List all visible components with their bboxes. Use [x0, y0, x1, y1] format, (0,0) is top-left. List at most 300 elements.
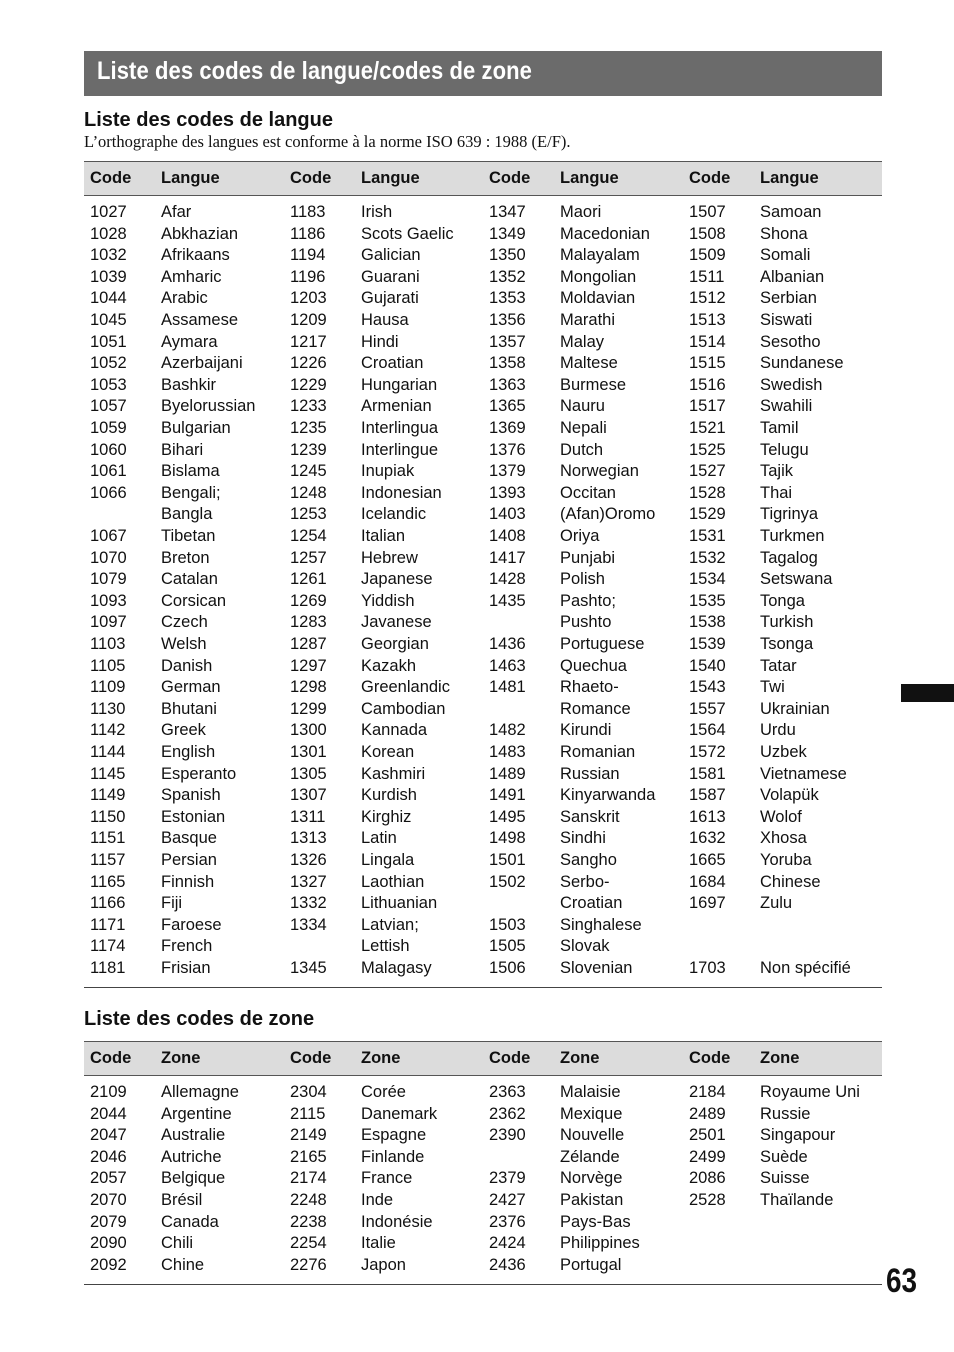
code-cell: 1435: [489, 591, 526, 610]
name-cell: Sangho: [560, 851, 617, 869]
name-cell: Bislama: [161, 462, 220, 481]
code-cell: 1066: [90, 483, 127, 502]
code-cell: 1283: [290, 613, 327, 632]
code-cell: 1489: [489, 764, 526, 783]
name-cell: Mexique: [560, 1104, 623, 1123]
code-cell: 1045: [90, 311, 127, 329]
name-cell: Xhosa: [760, 829, 807, 848]
name-cell: Serbo-: [560, 872, 610, 891]
code-cell: 1299: [290, 699, 327, 718]
name-cell: Tajik: [760, 462, 794, 481]
name-cell: Ukrainian: [760, 699, 830, 718]
code-cell: 1503: [489, 915, 526, 934]
table-header: [84, 161, 882, 196]
name-cell: Aymara: [161, 332, 218, 351]
code-cell: 1684: [689, 872, 726, 891]
name-cell: Kazakh: [361, 656, 417, 675]
name-cell: Pushto: [560, 613, 612, 632]
header-code: Code: [290, 1049, 332, 1067]
code-cell: 1632: [689, 829, 726, 848]
name-cell: Greek: [161, 721, 206, 740]
code-cell: 1539: [689, 635, 726, 653]
code-cell: 2363: [489, 1083, 526, 1101]
code-cell: 1532: [689, 548, 726, 567]
name-cell: Estonian: [161, 807, 226, 826]
name-cell: Indonésie: [361, 1212, 433, 1231]
name-cell: Australie: [161, 1126, 226, 1145]
code-cell: 1697: [689, 894, 726, 913]
name-cell: Tsonga: [760, 635, 814, 653]
name-cell: Vietnamese: [760, 764, 847, 783]
name-cell: Royaume Uni: [760, 1083, 860, 1101]
code-cell: 2092: [90, 1255, 127, 1274]
code-cell: 1229: [290, 375, 327, 394]
name-cell: Punjabi: [560, 548, 616, 567]
header-language: Langue: [361, 169, 420, 187]
name-cell: Latvian;: [361, 915, 419, 934]
name-cell: Esperanto: [161, 764, 237, 783]
name-cell: Finnish: [161, 872, 215, 891]
name-cell: Yoruba: [760, 851, 812, 869]
code-cell: 1543: [689, 678, 726, 697]
code-cell: 1183: [290, 203, 326, 221]
name-cell: Twi: [760, 678, 785, 697]
name-cell: Faroese: [161, 915, 222, 934]
name-cell: Italian: [361, 527, 406, 545]
header-code: Code: [689, 1049, 731, 1067]
name-cell: Irish: [361, 203, 393, 221]
code-cell: 1511: [689, 267, 725, 286]
code-cell: 1171: [90, 915, 126, 934]
code-cell: 1436: [489, 635, 526, 653]
code-cell: 2424: [489, 1234, 526, 1253]
code-cell: 1269: [290, 591, 327, 610]
name-cell: Gujarati: [361, 289, 419, 308]
name-cell: Swahili: [760, 397, 813, 416]
code-cell: 1257: [290, 548, 327, 567]
code-cell: 1509: [689, 246, 726, 265]
code-cell: 1027: [90, 203, 127, 221]
code-cell: 1514: [689, 332, 726, 351]
code-cell: 2304: [290, 1083, 327, 1101]
name-cell: Serbian: [760, 289, 817, 308]
name-cell: Non spécifié: [760, 959, 851, 977]
code-cell: 1393: [489, 483, 526, 502]
name-cell: Japon: [361, 1255, 406, 1274]
header-zone: Zone: [361, 1049, 401, 1067]
name-cell: Afar: [161, 203, 192, 221]
code-cell: 1109: [90, 678, 126, 697]
code-cell: 2379: [489, 1169, 526, 1188]
code-cell: 1217: [290, 332, 327, 351]
name-cell: Polish: [560, 570, 605, 589]
code-cell: 1311: [290, 807, 326, 826]
code-cell: 1039: [90, 267, 127, 286]
header-code: Code: [90, 1049, 132, 1067]
code-cell: 2390: [489, 1126, 526, 1145]
header-language: Langue: [161, 169, 220, 187]
code-cell: 2165: [290, 1147, 327, 1166]
code-cell: 1067: [90, 527, 127, 545]
code-cell: 1145: [90, 764, 126, 783]
name-cell: Wolof: [760, 807, 802, 826]
name-cell: Kurdish: [361, 786, 417, 805]
name-cell: Scots Gaelic: [361, 224, 454, 243]
code-cell: 1508: [689, 224, 726, 243]
name-cell: Thaïlande: [760, 1191, 834, 1209]
name-cell: Chinese: [760, 872, 821, 891]
name-cell: Armenian: [361, 397, 432, 416]
code-cell: 2528: [689, 1191, 726, 1209]
code-cell: 1142: [90, 721, 126, 740]
code-cell: 1253: [290, 505, 327, 524]
name-cell: Kirundi: [560, 721, 612, 740]
name-cell: Bhutani: [161, 699, 217, 718]
header-zone: Zone: [560, 1049, 600, 1067]
code-cell: 2489: [689, 1104, 726, 1123]
name-cell: Byelorussian: [161, 397, 256, 416]
code-cell: 1347: [489, 203, 526, 221]
name-cell: Norvège: [560, 1169, 623, 1188]
code-cell: 1527: [689, 462, 726, 481]
name-cell: Siswati: [760, 311, 813, 329]
name-cell: Arabic: [161, 289, 208, 308]
code-cell: 2248: [290, 1191, 327, 1209]
code-cell: 1165: [90, 872, 126, 891]
code-cell: 2376: [489, 1212, 526, 1231]
name-cell: Shona: [760, 224, 808, 243]
header-zone: Zone: [161, 1049, 201, 1067]
name-cell: Allemagne: [161, 1083, 239, 1101]
name-cell: Portuguese: [560, 635, 645, 653]
name-cell: Sanskrit: [560, 807, 620, 826]
name-cell: Kannada: [361, 721, 428, 740]
name-cell: Lettish: [361, 937, 410, 956]
code-cell: 2086: [689, 1169, 726, 1188]
name-cell: Maltese: [560, 354, 618, 373]
name-cell: Welsh: [161, 635, 207, 653]
code-cell: 1044: [90, 289, 127, 308]
code-cell: 1540: [689, 656, 726, 675]
name-cell: Croatian: [361, 354, 424, 373]
code-cell: 1093: [90, 591, 127, 610]
code-cell: 1334: [290, 915, 327, 934]
header-code: Code: [90, 169, 132, 187]
code-cell: 1151: [90, 829, 126, 848]
name-cell: Lingala: [361, 851, 415, 869]
code-cell: 1287: [290, 635, 327, 653]
header-language: Langue: [760, 169, 819, 187]
code-cell: 1376: [489, 440, 526, 459]
code-cell: 2254: [290, 1234, 327, 1253]
name-cell: Hebrew: [361, 548, 418, 567]
name-cell: Fiji: [161, 894, 183, 913]
page-number: 63: [886, 1262, 918, 1300]
name-cell: Tagalog: [760, 548, 818, 567]
header-code: Code: [489, 1049, 531, 1067]
name-cell: Slovak: [560, 937, 610, 956]
code-cell: 1358: [489, 354, 526, 373]
code-cell: 2362: [489, 1104, 526, 1123]
name-cell: Sundanese: [760, 354, 844, 373]
code-cell: 1149: [90, 786, 126, 805]
code-cell: 1564: [689, 721, 726, 740]
name-cell: Somali: [760, 246, 811, 265]
code-cell: 2046: [90, 1147, 127, 1166]
code-cell: 2499: [689, 1147, 726, 1166]
code-cell: 1353: [489, 289, 526, 308]
name-cell: Interlingue: [361, 440, 439, 459]
name-cell: Suisse: [760, 1169, 810, 1188]
code-cell: 1521: [689, 419, 726, 437]
code-cell: 1032: [90, 246, 127, 265]
name-cell: Singhalese: [560, 915, 642, 934]
name-cell: Hindi: [361, 332, 399, 351]
name-cell: German: [161, 678, 221, 697]
name-cell: Interlingua: [361, 419, 439, 437]
code-cell: 1538: [689, 613, 726, 632]
name-cell: Romance: [560, 699, 631, 718]
code-cell: 1506: [489, 959, 526, 977]
name-cell: Corée: [361, 1083, 406, 1101]
name-cell: Korean: [361, 743, 415, 761]
code-cell: 1369: [489, 419, 526, 437]
name-cell: Pashto;: [560, 591, 616, 610]
name-cell: Portugal: [560, 1255, 622, 1274]
name-cell: (Afan)Oromo: [560, 505, 656, 524]
name-cell: Inde: [361, 1191, 394, 1209]
code-cell: 2057: [90, 1169, 127, 1188]
code-cell: 1516: [689, 375, 726, 394]
name-cell: Chili: [161, 1234, 194, 1253]
code-cell: 1297: [290, 656, 327, 675]
name-cell: Russian: [560, 764, 620, 783]
code-cell: 1051: [90, 332, 127, 351]
name-cell: Dutch: [560, 440, 604, 459]
code-cell: 1301: [290, 743, 327, 761]
zone-codes-table: [84, 1041, 882, 1285]
name-cell: Kashmiri: [361, 764, 426, 783]
code-cell: 1245: [290, 462, 327, 481]
name-cell: Quechua: [560, 656, 627, 675]
name-cell: Russie: [760, 1104, 811, 1123]
name-cell: Persian: [161, 851, 217, 869]
name-cell: Afrikaans: [161, 246, 230, 265]
name-cell: Lithuanian: [361, 894, 438, 913]
name-cell: Danish: [161, 656, 213, 675]
code-cell: 1417: [489, 548, 526, 567]
name-cell: Corsican: [161, 591, 227, 610]
name-cell: Laothian: [361, 872, 425, 891]
code-cell: 1529: [689, 505, 726, 524]
code-cell: 1557: [689, 699, 726, 718]
code-cell: 1428: [489, 570, 526, 589]
table-header: [84, 1041, 882, 1076]
code-cell: 1307: [290, 786, 327, 805]
zone-section-heading: Liste des codes de zone: [84, 1008, 315, 1030]
name-cell: Kinyarwanda: [560, 786, 656, 805]
code-cell: 1356: [489, 311, 526, 329]
code-cell: 2276: [290, 1255, 327, 1274]
name-cell: Tigrinya: [760, 505, 819, 524]
code-cell: 2115: [290, 1104, 326, 1123]
code-cell: 1517: [689, 397, 726, 416]
code-cell: 1166: [90, 894, 126, 913]
code-cell: 1528: [689, 483, 726, 502]
header-code: Code: [290, 169, 332, 187]
name-cell: Bengali;: [161, 483, 221, 502]
name-cell: Danemark: [361, 1104, 438, 1123]
name-cell: Romanian: [560, 743, 636, 761]
code-cell: 1363: [489, 375, 526, 394]
code-cell: 1060: [90, 440, 127, 459]
name-cell: Tibetan: [161, 527, 216, 545]
code-cell: 1587: [689, 786, 726, 805]
code-cell: 1157: [90, 851, 126, 869]
name-cell: Georgian: [361, 635, 429, 653]
name-cell: Tonga: [760, 591, 805, 610]
name-cell: Maori: [560, 203, 602, 221]
code-cell: 1463: [489, 656, 526, 675]
name-cell: Bulgarian: [161, 419, 231, 437]
name-cell: Thai: [760, 483, 793, 502]
name-cell: Greenlandic: [361, 678, 450, 697]
name-cell: Bihari: [161, 440, 204, 459]
name-cell: Guarani: [361, 267, 420, 286]
code-cell: 2090: [90, 1234, 127, 1253]
code-cell: 1379: [489, 462, 526, 481]
code-cell: 1326: [290, 851, 327, 869]
code-cell: 1194: [290, 246, 326, 265]
name-cell: Chine: [161, 1255, 205, 1274]
code-cell: 1352: [489, 267, 526, 286]
code-cell: 1357: [489, 332, 526, 351]
name-cell: Japanese: [361, 570, 433, 589]
header-code: Code: [689, 169, 731, 187]
name-cell: English: [161, 743, 216, 761]
code-cell: 1403: [489, 505, 526, 524]
name-cell: Malagasy: [361, 959, 432, 977]
name-cell: Samoan: [760, 203, 822, 221]
name-cell: Sindhi: [560, 829, 606, 848]
name-cell: Belgique: [161, 1169, 226, 1188]
code-cell: 1613: [689, 807, 726, 826]
name-cell: Tatar: [760, 656, 797, 675]
code-cell: 1057: [90, 397, 127, 416]
table-bottom-rule: [84, 1284, 882, 1285]
code-cell: 1313: [290, 829, 327, 848]
code-cell: 2109: [90, 1083, 127, 1101]
code-cell: 1150: [90, 807, 126, 826]
code-cell: 1483: [489, 743, 526, 761]
code-cell: 1181: [90, 959, 126, 977]
code-cell: 1052: [90, 354, 127, 373]
name-cell: Assamese: [161, 311, 239, 329]
code-cell: 1572: [689, 743, 726, 761]
name-cell: Hausa: [361, 311, 409, 329]
name-cell: Javanese: [361, 613, 432, 632]
code-cell: 1097: [90, 613, 127, 632]
name-cell: Croatian: [560, 894, 623, 913]
name-cell: Malay: [560, 332, 605, 351]
name-cell: Yiddish: [361, 591, 415, 610]
name-cell: Cambodian: [361, 699, 446, 718]
code-cell: 2174: [290, 1169, 327, 1188]
name-cell: Urdu: [760, 721, 796, 740]
name-cell: Bangla: [161, 505, 213, 524]
code-cell: 1481: [489, 678, 526, 697]
name-cell: Albanian: [760, 267, 825, 286]
table-bottom-rule: [84, 987, 882, 988]
code-cell: 1174: [90, 937, 126, 956]
name-cell: Norwegian: [560, 462, 639, 481]
code-cell: 1505: [489, 937, 526, 956]
code-cell: 1261: [290, 570, 327, 589]
code-cell: 1053: [90, 375, 127, 394]
name-cell: Sesotho: [760, 332, 821, 351]
code-cell: 1345: [290, 959, 327, 977]
name-cell: Singapour: [760, 1126, 836, 1145]
name-cell: Volapük: [760, 786, 819, 805]
code-cell: 1512: [689, 289, 726, 308]
code-cell: 1300: [290, 721, 327, 740]
name-cell: Burmese: [560, 375, 627, 394]
code-cell: 1254: [290, 527, 327, 545]
code-cell: 1196: [290, 267, 326, 286]
name-cell: Mongolian: [560, 267, 637, 286]
name-cell: Swedish: [760, 375, 823, 394]
header-language: Langue: [560, 169, 619, 187]
code-cell: 2044: [90, 1104, 127, 1123]
name-cell: Uzbek: [760, 743, 807, 761]
language-section-heading: Liste des codes de langue: [84, 109, 333, 131]
name-cell: Rhaeto-: [560, 678, 619, 697]
name-cell: Icelandic: [361, 505, 427, 524]
code-cell: 2184: [689, 1083, 726, 1101]
code-cell: 2427: [489, 1191, 526, 1209]
name-cell: Breton: [161, 548, 210, 567]
code-cell: 2149: [290, 1126, 327, 1145]
name-cell: Occitan: [560, 483, 616, 502]
code-cell: 1491: [489, 786, 526, 805]
code-cell: 1248: [290, 483, 327, 502]
name-cell: Zélande: [560, 1147, 620, 1166]
name-cell: Nepali: [560, 419, 607, 437]
code-cell: 1513: [689, 311, 726, 329]
name-cell: Malaisie: [560, 1083, 621, 1101]
code-cell: 1665: [689, 851, 726, 869]
code-cell: 1203: [290, 289, 327, 308]
name-cell: Kirghiz: [361, 807, 412, 826]
name-cell: Frisian: [161, 959, 211, 977]
code-cell: 1482: [489, 721, 526, 740]
code-cell: 1079: [90, 570, 127, 589]
code-cell: 1305: [290, 764, 327, 783]
code-cell: 1502: [489, 872, 526, 891]
code-cell: 1531: [689, 527, 726, 545]
code-cell: 1581: [689, 764, 726, 783]
code-cell: 1103: [90, 635, 126, 653]
name-cell: Abkhazian: [161, 224, 239, 243]
name-cell: Czech: [161, 613, 208, 632]
name-cell: Telugu: [760, 440, 809, 459]
name-cell: Setswana: [760, 570, 833, 589]
section-tab-marker: [901, 684, 954, 702]
name-cell: Spanish: [161, 786, 221, 805]
name-cell: Argentine: [161, 1104, 232, 1123]
name-cell: Zulu: [760, 894, 793, 913]
name-cell: Italie: [361, 1234, 396, 1253]
